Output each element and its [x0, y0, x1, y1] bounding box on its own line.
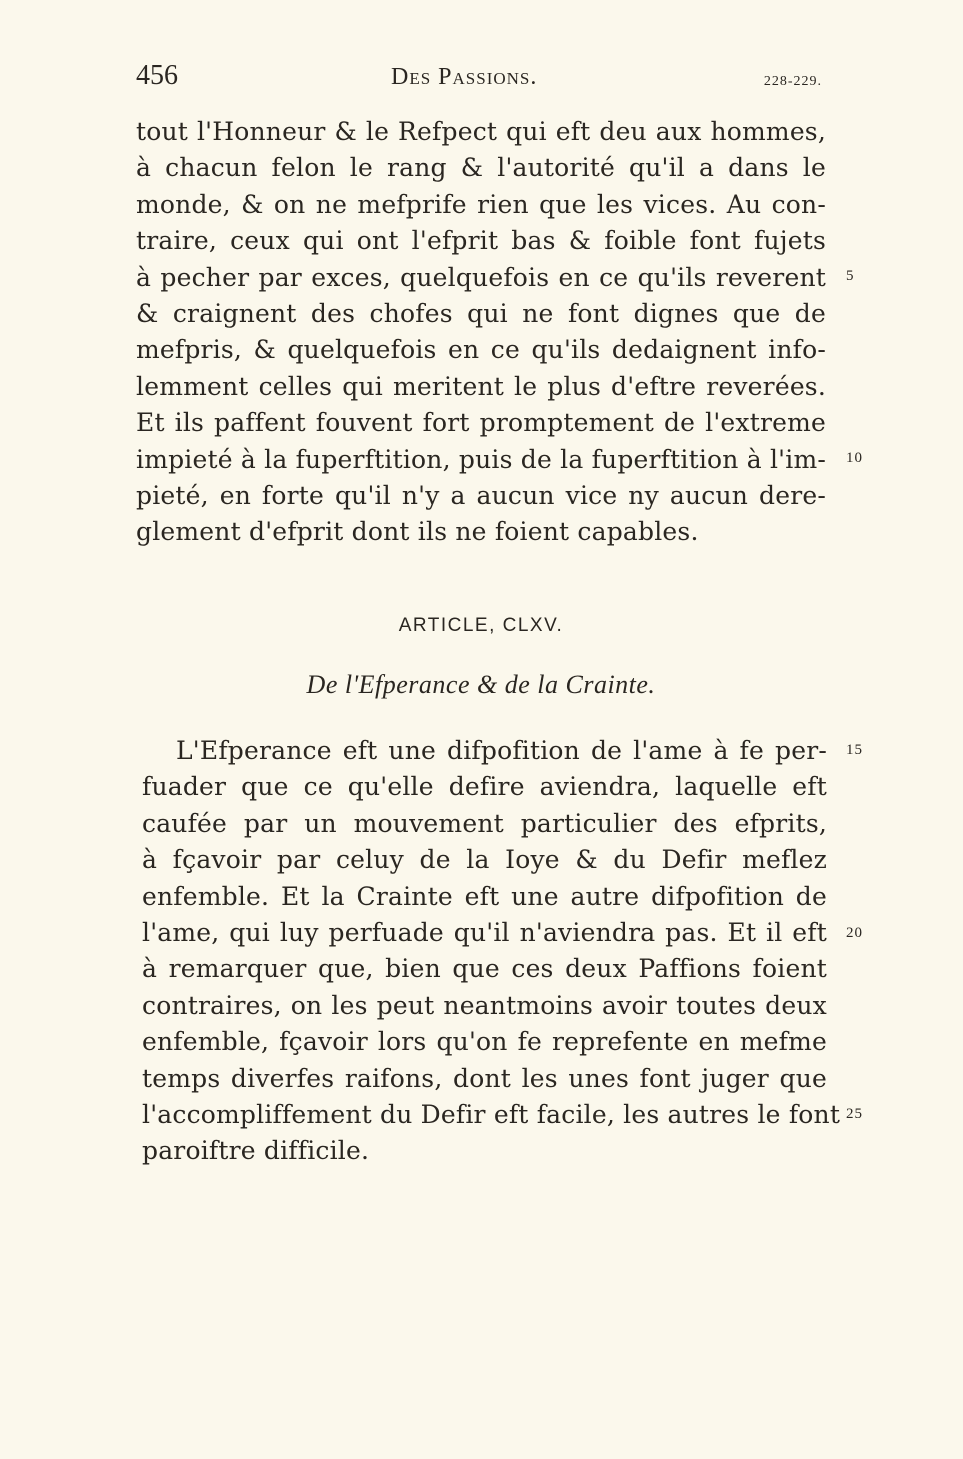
- text-line: mefpris, & quelquefois en ce qu'ils dedaignent info-: [136, 335, 826, 365]
- text-line: fuader que ce qu'elle defire aviendra, laquelle eft: [142, 772, 827, 802]
- text-line: contraires, on les peut neantmoins avoir toutes deux: [142, 990, 827, 1020]
- text-line: enfemble. Et la Crainte eft une autre difpofition de: [142, 881, 827, 911]
- text-line: l'ame, qui luy perfuade qu'il n'aviendra pas. Et il eft: [142, 917, 827, 947]
- text-line: & craignent des chofes qui ne font dignes que de: [136, 298, 826, 328]
- line-number-25: 25: [846, 1106, 863, 1122]
- text-line: traire, ceux qui ont l'efprit bas & foible font fujets: [136, 226, 826, 256]
- text-line: pieté, en forte qu'il n'y a aucun vice ny aucun dere-: [136, 480, 826, 510]
- text-block-article: [142, 733, 841, 1170]
- text-block-continuation: [136, 114, 826, 551]
- page-header: [136, 60, 826, 100]
- article-heading: ARTICLE, CLXV.: [398, 615, 564, 636]
- text-line: à chacun felon le rang & l'autorité qu'il a dans le: [136, 153, 826, 183]
- text-line: à remarquer que, bien que ces deux Paffions foient: [142, 954, 827, 984]
- text-line: glement d'efprit dont ils ne foient capables.: [136, 517, 699, 547]
- text-line: monde, & on ne mefprife rien que les vices. Au con-: [136, 189, 826, 219]
- text-line: à pecher par exces, quelquefois en ce qu'ils reverent: [136, 262, 826, 292]
- line-number-20: 20: [846, 925, 863, 941]
- article-subtitle: De l'Efperance & de la Crainte.: [306, 670, 656, 699]
- text-line: temps diverfes raifons, dont les unes font juger que: [142, 1063, 827, 1093]
- line-number-10: 10: [846, 450, 863, 466]
- text-line: à fçavoir par celuy de la Ioye & du Defir meflez: [142, 845, 827, 875]
- text-line: Et ils paffent fouvent fort promptement de l'extreme: [136, 408, 826, 438]
- text-line: L'Efperance eft une difpofition de l'ame à fe per-: [176, 736, 827, 765]
- article-range: 228-229.: [763, 74, 822, 89]
- text-line: caufée par un mouvement particulier des efprits,: [142, 808, 827, 838]
- page-number: 456: [136, 60, 178, 91]
- line-number-5: 5: [846, 268, 855, 284]
- text-line: lemment celles qui meritent le plus d'eftre reverées.: [136, 371, 826, 401]
- line-number-15: 15: [846, 742, 863, 758]
- text-line: paroiftre difficile.: [142, 1136, 370, 1166]
- running-title: Des Passions.: [391, 64, 538, 90]
- text-line: enfemble, fçavoir lors qu'on fe reprefente en mefme: [142, 1027, 827, 1057]
- text-line: l'accompliffement du Defir eft facile, les autres le font: [142, 1099, 841, 1129]
- text-line: tout l'Honneur & le Refpect qui eft deu aux hommes,: [136, 117, 826, 146]
- text-line: impieté à la fuperftition, puis de la fuperftition à l'im-: [136, 444, 826, 474]
